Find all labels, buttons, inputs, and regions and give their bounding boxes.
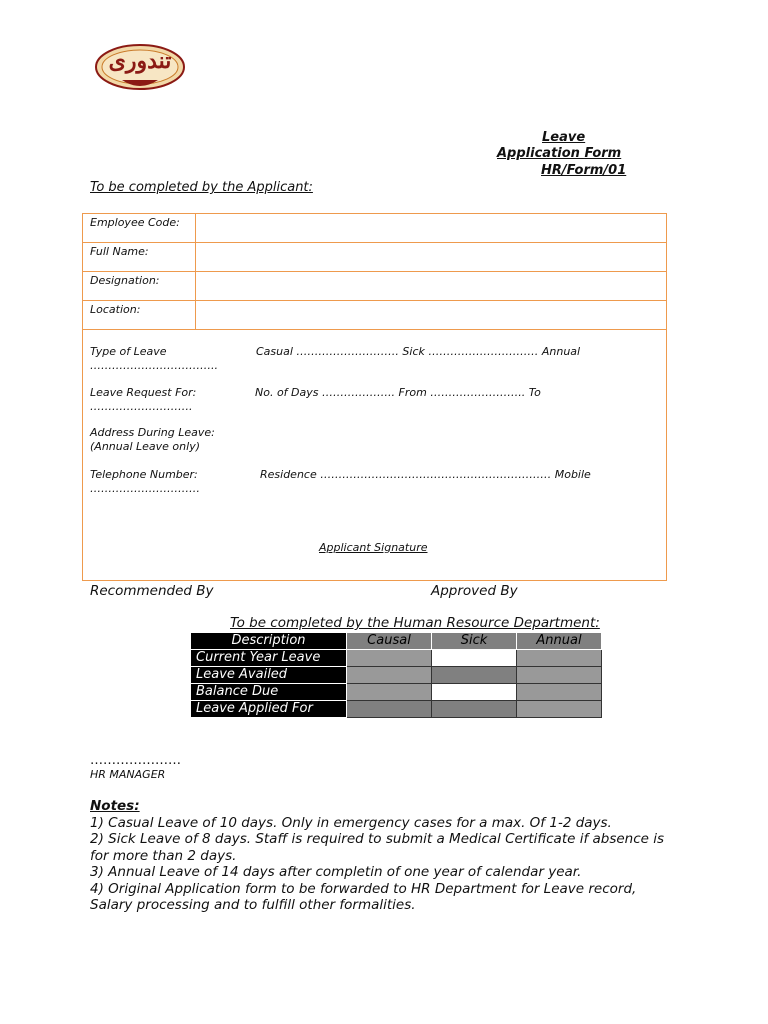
- type-of-leave-options[interactable]: Casual ………………………. Sick ………………………… Annual: [256, 345, 581, 358]
- table-cell[interactable]: [347, 701, 432, 718]
- employee-code-label: Employee Code:: [90, 216, 180, 229]
- notes-section: [90, 798, 678, 914]
- address-note: (Annual Leave only): [90, 440, 200, 453]
- row-label: Leave Applied For: [191, 701, 347, 718]
- table-cell[interactable]: [517, 650, 602, 667]
- col-sick: Sick: [432, 633, 517, 650]
- leave-request-label: Leave Request For:: [90, 386, 197, 399]
- table-cell[interactable]: [347, 650, 432, 667]
- table-cell[interactable]: [432, 701, 517, 718]
- type-of-leave-continuation: ……………………………..: [90, 359, 218, 372]
- form-code: HR/Form/01: [541, 163, 627, 178]
- table-header-row: [191, 633, 602, 650]
- hr-manager-label: HR MANAGER: [90, 768, 166, 781]
- table-cell[interactable]: [517, 701, 602, 718]
- table-cell[interactable]: [517, 684, 602, 701]
- table-cell[interactable]: [347, 667, 432, 684]
- col-description: Description: [191, 633, 347, 650]
- company-logo: [92, 40, 188, 94]
- table-row: [191, 650, 602, 667]
- table-cell[interactable]: [432, 667, 517, 684]
- row-label: Leave Availed: [191, 667, 347, 684]
- address-label: Address During Leave:: [90, 426, 215, 439]
- hr-section-heading: To be completed by the Human Resource Department:: [230, 615, 600, 631]
- row-divider: [83, 329, 666, 330]
- col-causal: Causal: [347, 633, 432, 650]
- telephone-fields[interactable]: Residence ……………………………………………………… Mobile: [260, 468, 591, 481]
- table-cell[interactable]: [517, 667, 602, 684]
- type-of-leave-label: Type of Leave: [90, 345, 167, 358]
- note-item: 3) Annual Leave of 14 days after completin of one year of calendar year.: [90, 864, 582, 880]
- telephone-continuation: …………………………: [90, 482, 200, 495]
- table-row: [191, 684, 602, 701]
- row-label: Balance Due: [191, 684, 347, 701]
- designation-label: Designation:: [90, 274, 160, 287]
- hr-leave-table: [190, 632, 602, 718]
- form-title-line1: Leave: [542, 130, 586, 145]
- applicant-form-box: [82, 213, 667, 581]
- leave-request-continuation: ……………………….: [90, 400, 193, 413]
- recommended-by-label: Recommended By: [90, 583, 214, 599]
- table-row: [191, 667, 602, 684]
- notes-heading: Notes:: [90, 798, 140, 814]
- logo-text: تندوری: [108, 48, 172, 74]
- location-label: Location:: [90, 303, 141, 316]
- full-name-label: Full Name:: [90, 245, 149, 258]
- applicant-heading: To be completed by the Applicant:: [90, 180, 313, 195]
- note-item: 4) Original Application form to be forwarded to HR Department for Leave record, Salary processing and to fulfill other formalities.: [90, 880, 637, 913]
- applicant-signature-label: Applicant Signature: [319, 541, 428, 554]
- table-cell[interactable]: [432, 684, 517, 701]
- location-field[interactable]: [197, 301, 666, 329]
- note-item: 2) Sick Leave of 8 days. Staff is required to submit a Medical Certificate if absence is for more than 2 days.: [90, 831, 665, 864]
- leave-request-fields[interactable]: No. of Days ……………….. From …………………….. To: [255, 386, 541, 399]
- col-annual: Annual: [517, 633, 602, 650]
- note-item: 1) Casual Leave of 10 days. Only in emergency cases for a max. Of 1-2 days.: [90, 814, 612, 831]
- table-row: [191, 701, 602, 718]
- employee-code-field[interactable]: [197, 214, 666, 242]
- telephone-label: Telephone Number:: [90, 468, 198, 481]
- form-title-line2: Application Form: [497, 146, 622, 161]
- hr-manager-signature-line: …………………: [90, 753, 181, 768]
- approved-by-label: Approved By: [431, 583, 518, 599]
- full-name-field[interactable]: [197, 243, 666, 271]
- table-cell[interactable]: [432, 650, 517, 667]
- table-cell[interactable]: [347, 684, 432, 701]
- row-label: Current Year Leave: [191, 650, 347, 667]
- designation-field[interactable]: [197, 272, 666, 300]
